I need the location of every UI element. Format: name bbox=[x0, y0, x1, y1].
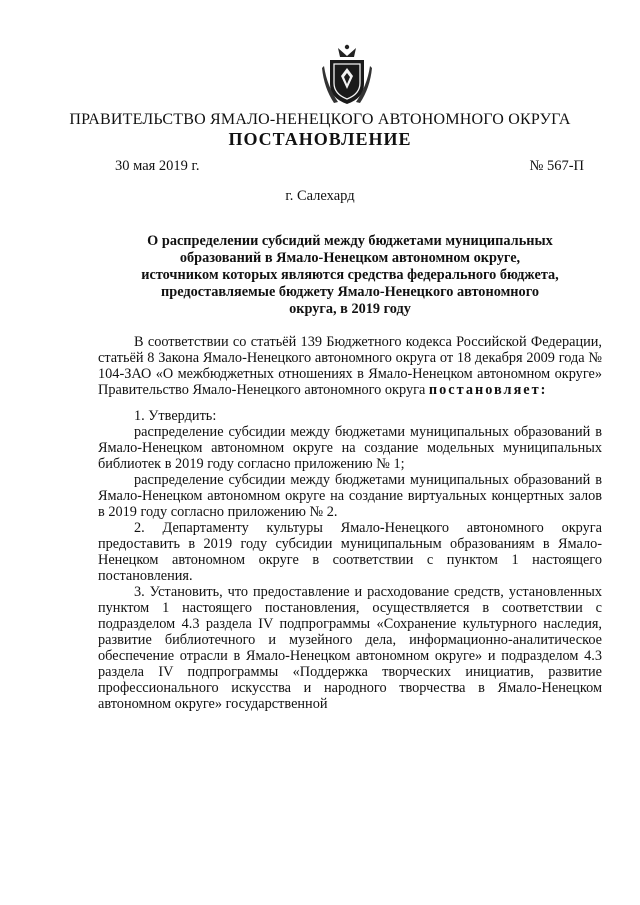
document-type: ПОСТАНОВЛЕНИЕ bbox=[228, 129, 412, 149]
preamble-text: В соответствии со статьёй 139 Бюджетного кодекса Российской Федерации, статьёй 8 Закона Ямало-Ненецкого автономного округа от 18 декабря 2009 года № 104-ЗАО «О межбюджетных отношениях в Ямало-Ненецком автономном округе» Правительство Ямало-Ненецкого автономного округа bbox=[98, 334, 602, 398]
paragraph-item: 3. Установить, что предоставление и расходование средств, установленных пунктом 1 настоящего постановления, осуществляется в соответствии с подразделом 4.3 раздела IV подпрограммы «Сохранение культурного наследия, развитие библиотечного и музейного дела, информационно-аналитическое обеспечение отрасли в Ямало-Ненецком автономном округе» и подразделом 4.3 раздела IV подпрограммы «Поддержка творческих инициатив, развитие профессионального искусства и народного творчества в Ямало-Ненецком автономном округе» государственной bbox=[98, 584, 602, 712]
resolves-word: постановляет: bbox=[428, 382, 548, 398]
paragraph-item: распределение субсидии между бюджетами муниципальных образований в Ямало-Ненецком автономном округе на создание модельных муниципальных библиотек в 2019 году согласно приложению № 1; bbox=[98, 424, 602, 472]
document-body bbox=[98, 334, 602, 712]
document-city: г. Салехард bbox=[285, 188, 355, 204]
paragraph-item: 1. Утвердить: bbox=[134, 408, 217, 424]
paragraph-item: 2. Департаменту культуры Ямало-Ненецкого автономного округа предоставить в 2019 году субсидии муниципальным образованиям в Ямало-Ненецком автономном округе в соответствии с пунктом 1 настоящего постановления. bbox=[98, 520, 602, 584]
preamble bbox=[98, 334, 602, 398]
document-number: № 567-П bbox=[529, 158, 584, 174]
organization-name: ПРАВИТЕЛЬСТВО ЯМАЛО-НЕНЕЦКОГО АВТОНОМНОГО ОКРУГА bbox=[69, 111, 571, 128]
paragraph-item: распределение субсидии между бюджетами муниципальных образований в Ямало-Ненецком автономном округе на создание виртуальных концертных залов в 2019 году согласно приложению № 2. bbox=[98, 472, 602, 520]
coat-of-arms-icon bbox=[322, 44, 372, 108]
document-date: 30 мая 2019 г. bbox=[115, 158, 200, 174]
document-title: О распределении субсидий между бюджетами муниципальных образований в Ямало-Ненецком автономном округе, источником которых являются средства федерального бюджета, предоставляемые бюджету Ямало-Ненецкого автономного округа, в 2019 году bbox=[141, 233, 559, 317]
